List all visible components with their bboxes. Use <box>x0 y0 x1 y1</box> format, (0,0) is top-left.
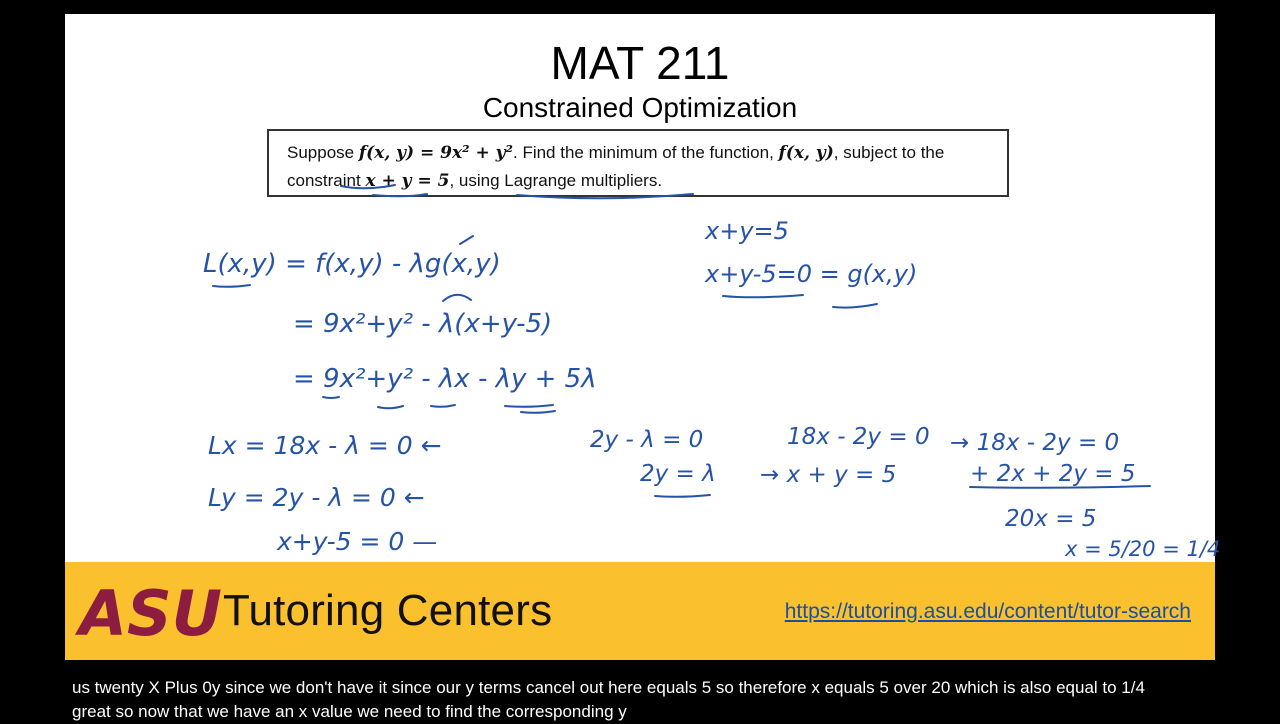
middle-equation-1: 2y - λ = 0 <box>590 427 704 453</box>
underline-stroke <box>373 194 427 196</box>
problem-text: constraint <box>287 171 366 190</box>
slide-subtitle: Constrained Optimization <box>482 92 798 123</box>
underline-stroke <box>505 405 553 407</box>
underline-stroke <box>723 295 803 297</box>
problem-text: , using Lagrange multipliers. <box>449 171 663 190</box>
underline-stroke <box>655 495 710 497</box>
tutor-search-link[interactable]: https://tutoring.asu.edu/content/tutor-search <box>784 600 1191 623</box>
slide-title: MAT 211 <box>550 37 730 89</box>
partial-lambda: x+y-5 = 0 — <box>277 527 438 556</box>
system-equation-2: → x + y = 5 <box>760 462 897 488</box>
org-name: Tutoring Centers <box>223 586 553 635</box>
elimination-result: 20x = 5 <box>1005 506 1097 532</box>
underline-stroke <box>517 194 693 198</box>
underline-stroke <box>213 285 250 287</box>
constraint-equation: x + y = 5 <box>365 171 450 191</box>
middle-equation-2: 2y = λ <box>640 461 716 487</box>
caption-line: us twenty X Plus 0y since we don't have it since our y terms cancel out here equals 5 so therefore x equals 5 over 20 which is also equal to 1/4 <box>72 678 1145 697</box>
underline-stroke <box>431 405 455 407</box>
underline-stroke <box>833 304 877 308</box>
function-name: f(x, y) <box>778 143 834 163</box>
partial-x: Lx = 18x - λ = 0 ← <box>208 431 442 460</box>
x-solution: x = 5/20 = 1/4 <box>1065 537 1221 561</box>
footer-banner <box>65 562 1215 660</box>
elimination-row-2: + 2x + 2y = 5 <box>970 461 1136 487</box>
constraint-line: x+y=5 <box>705 217 789 245</box>
lagrangian-definition: L(x,y) = f(x,y) - λg(x,y) <box>203 249 501 279</box>
caption-line: great so now that we have an x value we need to find the corresponding y <box>72 702 627 721</box>
underline-stroke <box>323 397 339 398</box>
partial-y: Ly = 2y - λ = 0 ← <box>208 483 425 512</box>
problem-text: . Find the minimum of the function, <box>513 143 779 162</box>
problem-text: Suppose <box>287 143 359 162</box>
arrow-stroke <box>460 236 473 244</box>
problem-text: , subject to the <box>833 143 945 162</box>
constraint-g: x+y-5=0 = g(x,y) <box>705 260 918 288</box>
underline-stroke <box>341 185 395 188</box>
lagrangian-expanded: = 9x²+y² - λx - λy + 5λ <box>293 364 597 394</box>
function-definition: f(x, y) = 9x² + y² <box>358 143 513 163</box>
slide <box>65 14 1221 562</box>
lagrangian-substituted: = 9x²+y² - λ(x+y-5) <box>293 309 553 339</box>
handwritten-work <box>65 14 1221 562</box>
video-captions <box>72 676 1252 721</box>
system-equation-1: 18x - 2y = 0 <box>787 424 930 450</box>
underline-stroke <box>378 406 403 408</box>
asu-logo-text: ASU <box>79 577 222 650</box>
asu-logo <box>79 577 222 650</box>
arrow-stroke <box>443 295 471 301</box>
elimination-row-1: → 18x - 2y = 0 <box>950 430 1120 456</box>
underline-stroke <box>521 411 555 413</box>
